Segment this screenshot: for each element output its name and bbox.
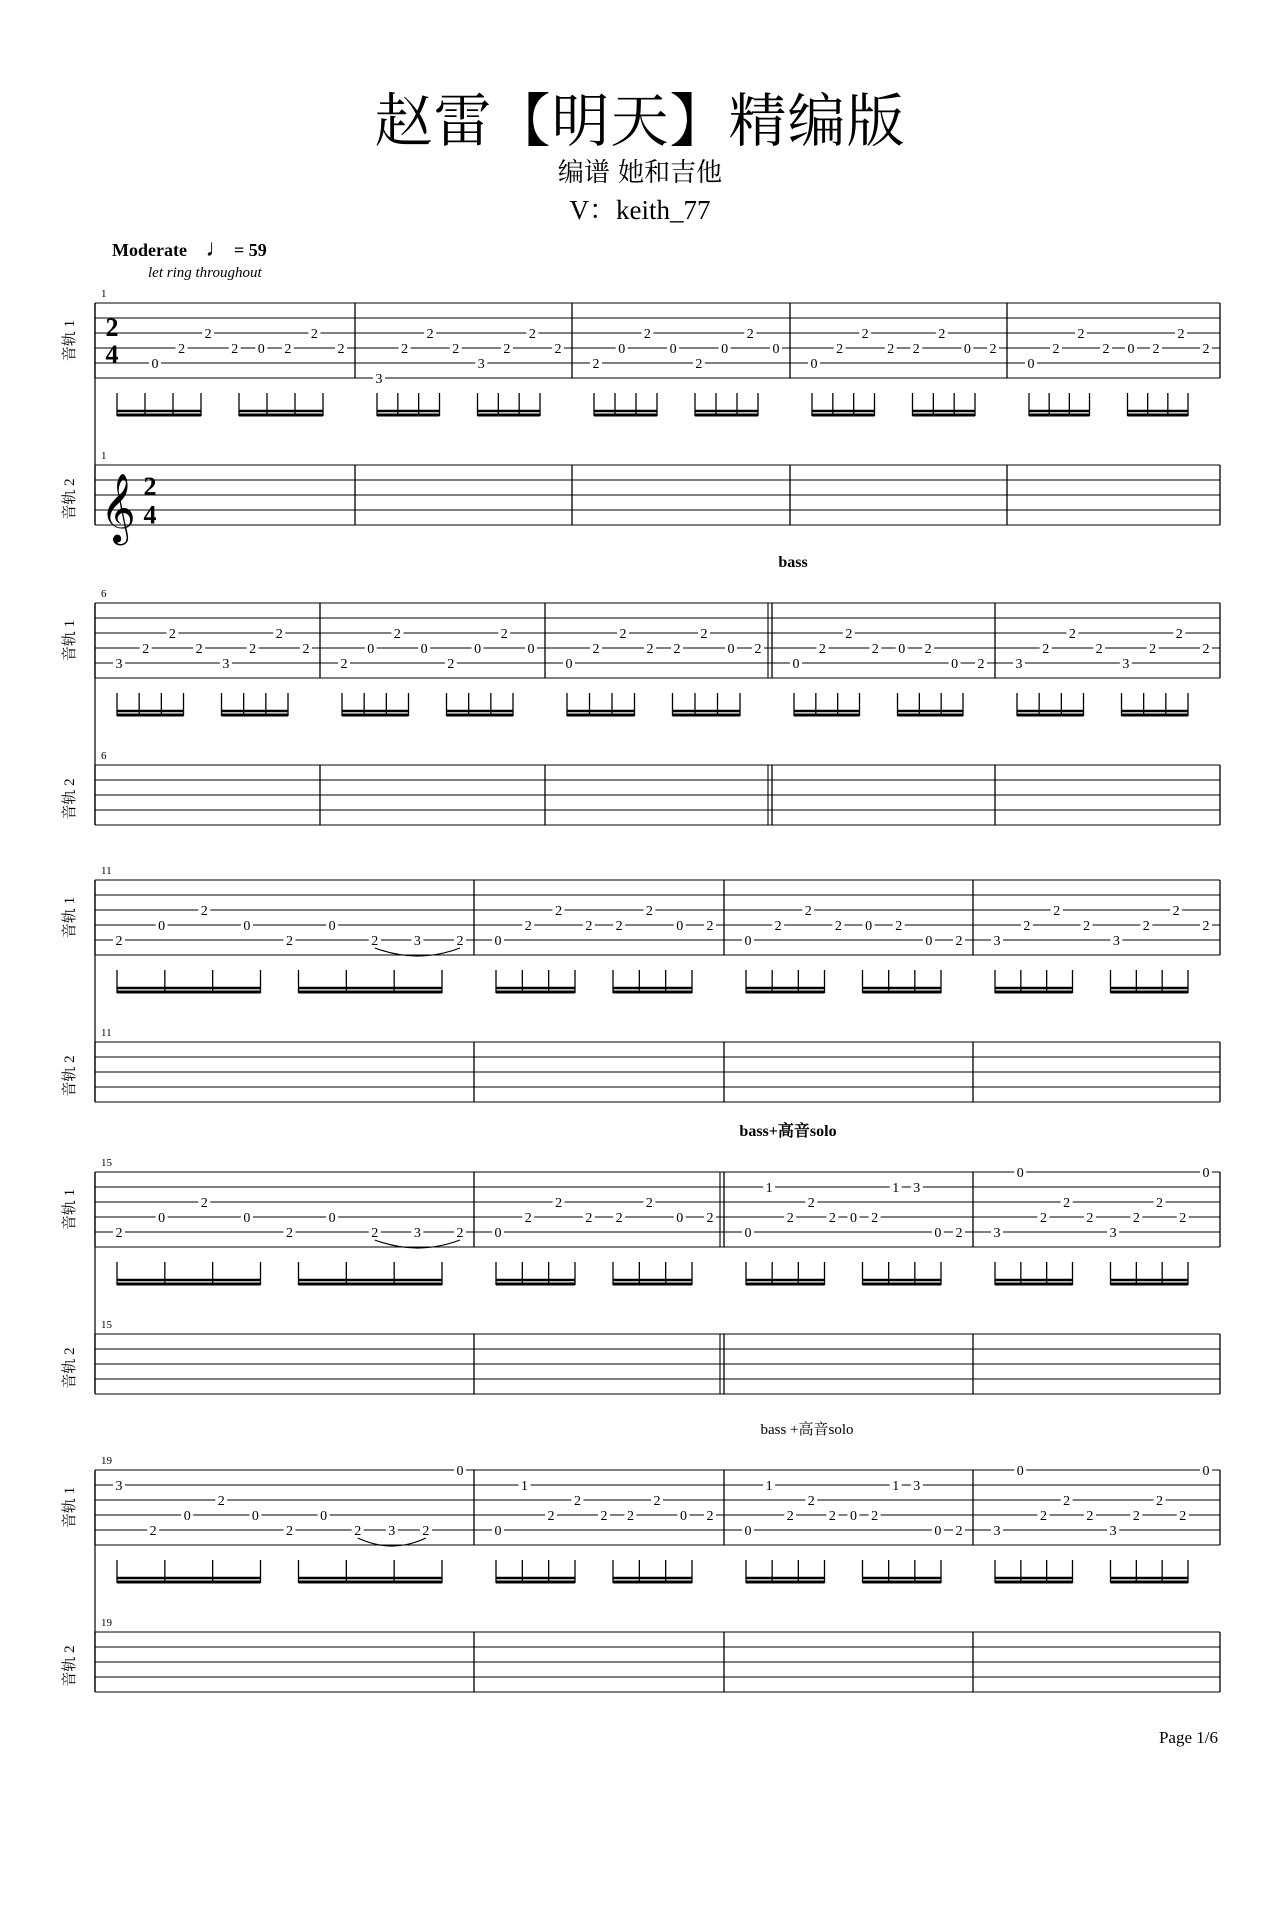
treble-clef-icon: 𝄞 bbox=[100, 475, 136, 541]
fret-number: 1 bbox=[521, 1479, 528, 1494]
fret-number: 3 bbox=[477, 357, 485, 372]
fret-number: 2 bbox=[1202, 342, 1210, 357]
measure-number: 19 bbox=[101, 1617, 112, 1629]
fret-number: 2 bbox=[645, 1196, 653, 1211]
fret-number: 2 bbox=[337, 342, 345, 357]
fret-number: 2 bbox=[1132, 1211, 1140, 1226]
measure-number: 11 bbox=[101, 1027, 112, 1039]
fret-number: 2 bbox=[1063, 1196, 1071, 1211]
fret-number: 0 bbox=[494, 1226, 502, 1241]
arranger-credit: 编谱 她和吉他 bbox=[557, 158, 723, 188]
fret-number: 0 bbox=[183, 1509, 191, 1524]
measure-number: 11 bbox=[101, 865, 112, 877]
fret-number: 0 bbox=[456, 1464, 464, 1479]
tempo-bpm: = 59 bbox=[233, 240, 267, 260]
fret-number: 0 bbox=[810, 357, 818, 372]
fret-number: 2 bbox=[195, 642, 203, 657]
fret-number: 2 bbox=[754, 642, 762, 657]
fret-number: 0 bbox=[474, 642, 482, 657]
fret-number: 2 bbox=[1023, 919, 1031, 934]
fret-number: 2 bbox=[828, 1211, 836, 1226]
track-1-label: 音轨 1 bbox=[62, 319, 78, 362]
fret-number: 2 bbox=[955, 1524, 963, 1539]
fret-number: 2 bbox=[615, 919, 623, 934]
measure-number: 1 bbox=[101, 288, 107, 300]
fret-number: 2 bbox=[807, 1494, 815, 1509]
fret-number: 2 bbox=[989, 342, 997, 357]
fret-number: 2 bbox=[275, 627, 283, 642]
fret-number: 2 bbox=[1179, 1211, 1187, 1226]
fret-number: 2 bbox=[871, 1211, 879, 1226]
fret-number: 2 bbox=[528, 327, 536, 342]
fret-number: 0 bbox=[367, 642, 375, 657]
fret-number: 3 bbox=[413, 934, 421, 949]
fret-number: 2 bbox=[1152, 342, 1160, 357]
fret-number: 2 bbox=[1179, 1509, 1187, 1524]
fret-number: 2 bbox=[547, 1509, 555, 1524]
fret-number: 2 bbox=[340, 657, 348, 672]
fret-number: 2 bbox=[1149, 642, 1157, 657]
fret-number: 2 bbox=[653, 1494, 661, 1509]
page-number: Page 1/6 bbox=[1158, 1728, 1218, 1747]
fret-number: 3 bbox=[115, 1479, 123, 1494]
fret-number: 0 bbox=[1027, 357, 1035, 372]
fret-number: 2 bbox=[871, 1509, 879, 1524]
fret-number: 2 bbox=[1175, 627, 1183, 642]
fret-number: 2 bbox=[807, 1196, 815, 1211]
fret-number: 2 bbox=[302, 642, 310, 657]
fret-number: 2 bbox=[178, 342, 186, 357]
fret-number: 0 bbox=[328, 919, 336, 934]
fret-number: 0 bbox=[251, 1509, 259, 1524]
fret-number: 2 bbox=[456, 934, 464, 949]
fret-number: 0 bbox=[727, 642, 735, 657]
fret-number: 3 bbox=[913, 1181, 921, 1196]
measure-number: 15 bbox=[101, 1157, 112, 1169]
fret-number: 1 bbox=[765, 1181, 773, 1196]
fret-number: 2 bbox=[706, 1211, 714, 1226]
fret-number: 2 bbox=[600, 1509, 608, 1524]
fret-number: 2 bbox=[503, 342, 511, 357]
fret-number: 3 bbox=[1112, 934, 1120, 949]
fret-number: 2 bbox=[354, 1524, 362, 1539]
fret-number: 3 bbox=[1122, 657, 1130, 672]
fret-number: 0 bbox=[243, 1211, 251, 1226]
fret-number: 0 bbox=[865, 919, 873, 934]
fret-number: 0 bbox=[151, 357, 159, 372]
fret-number: 2 bbox=[1177, 327, 1185, 342]
fret-number: 2 bbox=[646, 642, 654, 657]
fret-number: 2 bbox=[619, 627, 627, 642]
track-1-label: 音轨 1 bbox=[62, 896, 78, 939]
fret-number: 2 bbox=[643, 327, 651, 342]
fret-number: 0 bbox=[158, 919, 166, 934]
fret-number: 2 bbox=[555, 904, 563, 919]
fret-number: 2 bbox=[1086, 1211, 1094, 1226]
fret-number: 2 bbox=[286, 1226, 293, 1241]
time-signature-top: 2 bbox=[143, 472, 157, 501]
track-2-label: 音轨 2 bbox=[62, 1347, 78, 1389]
fret-number: 2 bbox=[401, 342, 409, 357]
fret-number: 0 bbox=[494, 934, 502, 949]
tempo-text: Moderate bbox=[112, 240, 187, 260]
fret-number: 2 bbox=[149, 1524, 157, 1539]
fret-number: 2 bbox=[422, 1524, 430, 1539]
fret-number: 2 bbox=[1102, 342, 1110, 357]
fret-number: 1 bbox=[765, 1479, 773, 1494]
fret-number: 3 bbox=[375, 372, 383, 387]
fret-number: 2 bbox=[447, 657, 455, 672]
fret-number: 2 bbox=[456, 1226, 464, 1241]
fret-number: 0 bbox=[1016, 1166, 1024, 1181]
fret-number: 0 bbox=[721, 342, 729, 357]
fret-number: 2 bbox=[695, 357, 703, 372]
fret-number: 2 bbox=[452, 342, 460, 357]
fret-number: 3 bbox=[413, 1226, 421, 1241]
track-1-label: 音轨 1 bbox=[62, 1486, 78, 1529]
fret-number: 0 bbox=[963, 342, 971, 357]
fret-number: 2 bbox=[1042, 642, 1050, 657]
fret-number: 0 bbox=[925, 934, 933, 949]
fret-number: 2 bbox=[1039, 1211, 1047, 1226]
fret-number: 0 bbox=[951, 657, 959, 672]
fret-number: 2 bbox=[700, 627, 708, 642]
fret-number: 2 bbox=[1039, 1509, 1047, 1524]
fret-number: 2 bbox=[887, 342, 895, 357]
fret-number: 2 bbox=[554, 342, 562, 357]
track-2-label: 音轨 2 bbox=[62, 1055, 78, 1097]
fret-number: 0 bbox=[565, 657, 573, 672]
time-signature-bottom: 4 bbox=[143, 500, 157, 530]
fret-number: 2 bbox=[924, 642, 932, 657]
score-title: 赵雷【明天】精编版 bbox=[374, 87, 906, 155]
fret-number: 0 bbox=[676, 1211, 684, 1226]
fret-number: 2 bbox=[1086, 1509, 1094, 1524]
fret-number: 3 bbox=[913, 1479, 921, 1494]
fret-number: 0 bbox=[744, 1226, 752, 1241]
fret-number: 2 bbox=[828, 1509, 836, 1524]
fret-number: 0 bbox=[680, 1509, 687, 1524]
fret-number: 3 bbox=[993, 1226, 1001, 1241]
fret-number: 0 bbox=[934, 1226, 942, 1241]
fret-number: 2 bbox=[371, 1226, 379, 1241]
track-2-label: 音轨 2 bbox=[62, 478, 78, 520]
fret-number: 2 bbox=[955, 934, 963, 949]
fret-number: 2 bbox=[115, 1226, 123, 1241]
fret-number: 2 bbox=[673, 642, 681, 657]
fret-number: 2 bbox=[834, 919, 842, 934]
fret-number: 0 bbox=[1202, 1166, 1210, 1181]
fret-number: 2 bbox=[204, 327, 212, 342]
track-1-label: 音轨 1 bbox=[62, 619, 78, 662]
fret-number: 2 bbox=[142, 642, 150, 657]
author-credit: V：keith_77 bbox=[569, 195, 711, 225]
section-label: bass +高音solo bbox=[760, 1422, 854, 1438]
fret-number: 3 bbox=[1109, 1524, 1117, 1539]
fret-number: 2 bbox=[1132, 1509, 1140, 1524]
fret-number: 2 bbox=[627, 1509, 634, 1524]
fret-number: 2 bbox=[1202, 642, 1210, 657]
fret-number: 2 bbox=[555, 1196, 563, 1211]
fret-number: 1 bbox=[892, 1181, 900, 1196]
fret-number: 2 bbox=[645, 904, 653, 919]
fret-number: 2 bbox=[615, 1211, 623, 1226]
fret-number: 0 bbox=[1127, 342, 1135, 357]
fret-number: 3 bbox=[993, 1524, 1001, 1539]
fret-number: 2 bbox=[746, 327, 754, 342]
fret-number: 1 bbox=[892, 1479, 900, 1494]
fret-number: 2 bbox=[1077, 327, 1085, 342]
fret-number: 2 bbox=[895, 919, 903, 934]
fret-number: 2 bbox=[845, 627, 853, 642]
fret-number: 2 bbox=[1063, 1494, 1071, 1509]
fret-number: 0 bbox=[792, 657, 800, 672]
fret-number: 0 bbox=[158, 1211, 166, 1226]
fret-number: 2 bbox=[217, 1494, 225, 1509]
fret-number: 0 bbox=[1016, 1464, 1024, 1479]
fret-number: 2 bbox=[1142, 919, 1150, 934]
fret-number: 3 bbox=[222, 657, 230, 672]
fret-number: 2 bbox=[912, 342, 920, 357]
fret-number: 2 bbox=[284, 342, 292, 357]
fret-number: 0 bbox=[618, 342, 626, 357]
fret-number: 2 bbox=[1053, 904, 1061, 919]
fret-number: 2 bbox=[115, 934, 123, 949]
fret-number: 3 bbox=[1015, 657, 1023, 672]
fret-number: 2 bbox=[200, 904, 208, 919]
fret-number: 0 bbox=[850, 1509, 857, 1524]
fret-number: 0 bbox=[420, 642, 428, 657]
fret-number: 2 bbox=[310, 327, 318, 342]
fret-number: 2 bbox=[861, 327, 869, 342]
measure-number: 6 bbox=[101, 750, 107, 762]
fret-number: 0 bbox=[320, 1509, 328, 1524]
fret-number: 2 bbox=[938, 327, 946, 342]
fret-number: 2 bbox=[574, 1494, 581, 1509]
track-2-label: 音轨 2 bbox=[62, 778, 78, 820]
fret-number: 2 bbox=[585, 1211, 593, 1226]
fret-number: 0 bbox=[676, 919, 684, 934]
fret-number: 0 bbox=[1202, 1464, 1210, 1479]
fret-number: 2 bbox=[249, 642, 257, 657]
measure-number: 1 bbox=[101, 450, 107, 462]
fret-number: 2 bbox=[804, 904, 812, 919]
fret-number: 2 bbox=[1052, 342, 1060, 357]
fret-number: 0 bbox=[744, 934, 752, 949]
time-signature-top: 2 bbox=[105, 313, 119, 342]
quarter-note-icon: ♩ bbox=[205, 236, 230, 262]
fret-number: 3 bbox=[115, 657, 123, 672]
fret-number: 2 bbox=[1202, 919, 1210, 934]
fret-number: 2 bbox=[1095, 642, 1103, 657]
fret-number: 2 bbox=[168, 627, 176, 642]
fret-number: 0 bbox=[934, 1524, 942, 1539]
fret-number: 2 bbox=[786, 1509, 794, 1524]
fret-number: 3 bbox=[1109, 1226, 1117, 1241]
track-1-label: 音轨 1 bbox=[62, 1188, 78, 1231]
fret-number: 2 bbox=[955, 1226, 963, 1241]
fret-number: 2 bbox=[393, 627, 401, 642]
fret-number: 0 bbox=[328, 1211, 336, 1226]
fret-number: 2 bbox=[1172, 904, 1180, 919]
measure-number: 15 bbox=[101, 1319, 112, 1331]
fret-number: 2 bbox=[286, 934, 293, 949]
section-label: bass+高音solo bbox=[739, 1123, 837, 1140]
fret-number: 0 bbox=[772, 342, 780, 357]
fret-number: 0 bbox=[669, 342, 677, 357]
fret-number: 2 bbox=[524, 919, 532, 934]
fret-number: 2 bbox=[836, 342, 844, 357]
fret-number: 2 bbox=[1083, 919, 1091, 934]
fret-number: 2 bbox=[426, 327, 434, 342]
fret-number: 2 bbox=[231, 342, 239, 357]
section-label: bass bbox=[778, 554, 808, 571]
measure-number: 19 bbox=[101, 1455, 112, 1467]
fret-number: 2 bbox=[1156, 1494, 1164, 1509]
fret-number: 2 bbox=[524, 1211, 532, 1226]
fret-number: 2 bbox=[786, 1211, 794, 1226]
fret-number: 2 bbox=[774, 919, 782, 934]
fret-number: 3 bbox=[388, 1524, 396, 1539]
fret-number: 2 bbox=[371, 934, 379, 949]
track-2-label: 音轨 2 bbox=[62, 1645, 78, 1687]
fret-number: 2 bbox=[592, 357, 600, 372]
fret-number: 0 bbox=[898, 642, 906, 657]
fret-number: 2 bbox=[818, 642, 826, 657]
fret-number: 3 bbox=[993, 934, 1001, 949]
fret-number: 2 bbox=[500, 627, 508, 642]
fret-number: 0 bbox=[527, 642, 535, 657]
performance-note: let ring throughout bbox=[148, 265, 262, 281]
fret-number: 0 bbox=[744, 1524, 752, 1539]
fret-number: 2 bbox=[585, 919, 593, 934]
time-signature-bottom: 4 bbox=[105, 340, 119, 369]
fret-number: 2 bbox=[1156, 1196, 1164, 1211]
fret-number: 2 bbox=[1068, 627, 1076, 642]
fret-number: 0 bbox=[257, 342, 265, 357]
fret-number: 2 bbox=[286, 1524, 293, 1539]
fret-number: 2 bbox=[200, 1196, 208, 1211]
fret-number: 2 bbox=[706, 1509, 714, 1524]
fret-number: 2 bbox=[871, 642, 879, 657]
fret-number: 2 bbox=[977, 657, 985, 672]
fret-number: 0 bbox=[850, 1211, 857, 1226]
fret-number: 0 bbox=[243, 919, 251, 934]
fret-number: 2 bbox=[592, 642, 600, 657]
fret-number: 2 bbox=[706, 919, 714, 934]
fret-number: 0 bbox=[494, 1524, 502, 1539]
measure-number: 6 bbox=[101, 588, 107, 600]
